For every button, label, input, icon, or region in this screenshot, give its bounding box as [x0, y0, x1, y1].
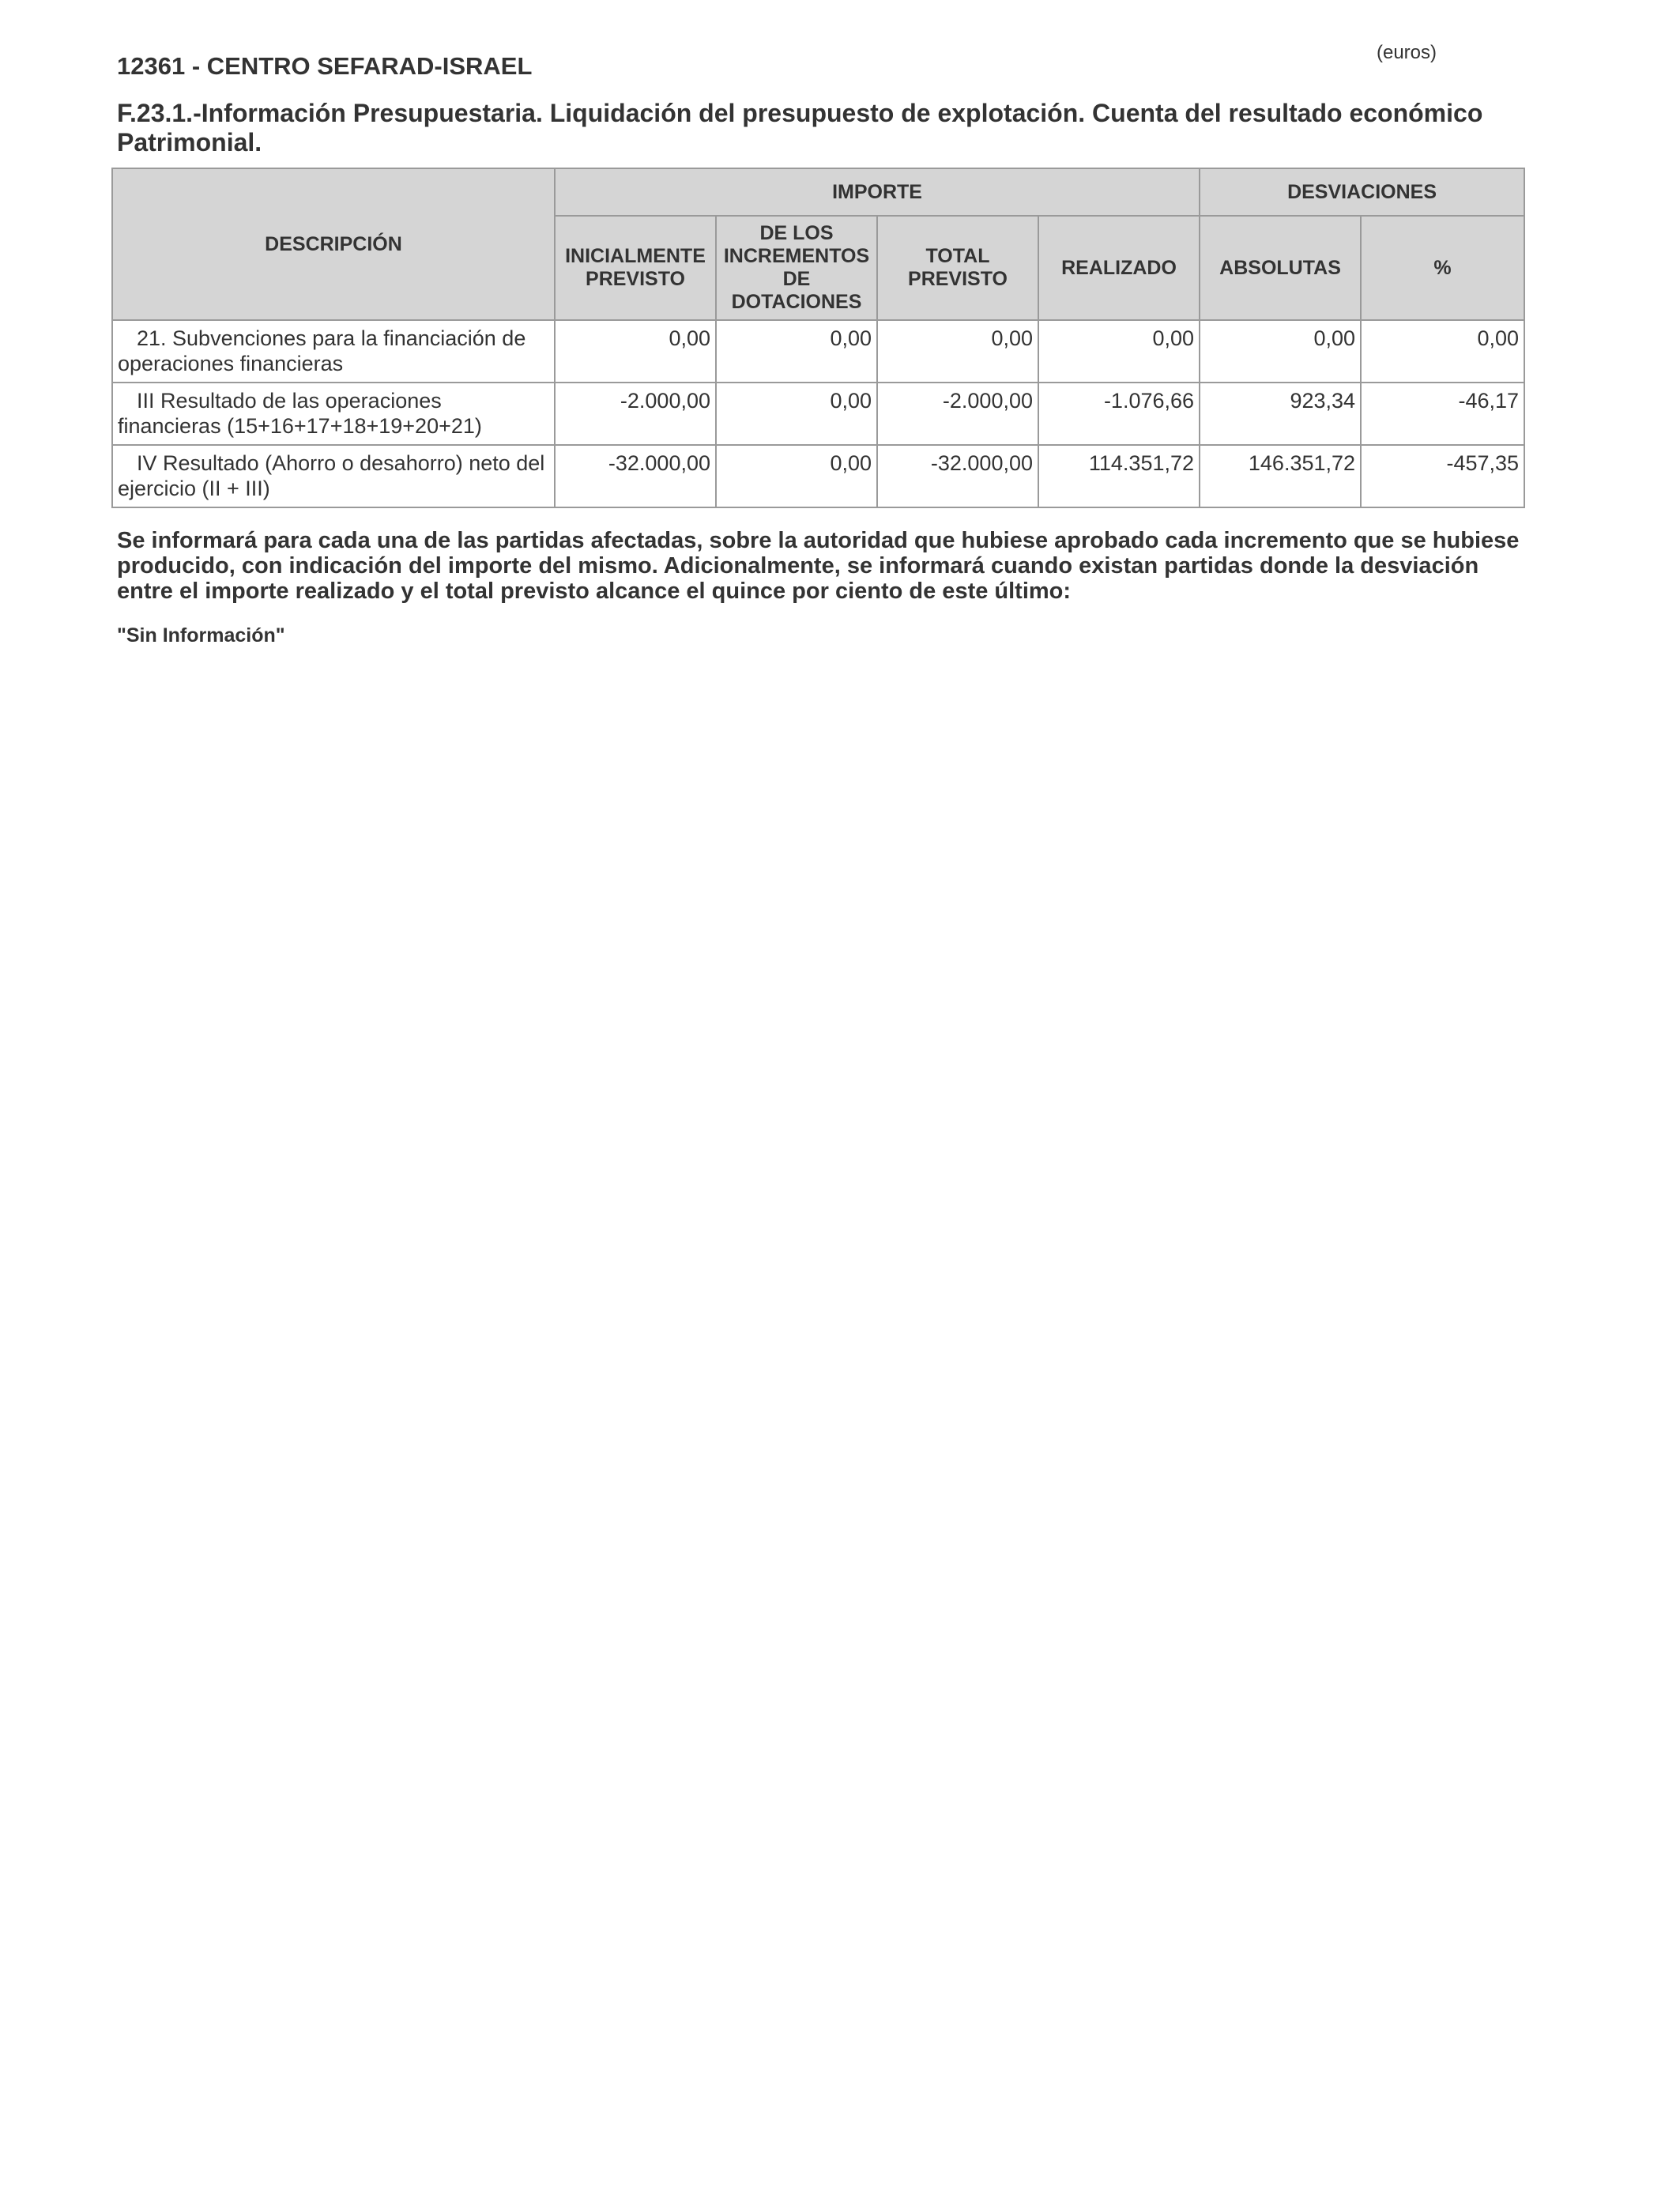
header-desviaciones: DESVIACIONES	[1200, 168, 1524, 216]
header-absolutas: ABSOLUTAS	[1200, 216, 1361, 320]
table-row	[112, 445, 1524, 507]
budget-table	[111, 168, 1525, 508]
table-row	[112, 383, 1524, 445]
header-porcentaje: %	[1361, 216, 1524, 320]
page-title: F.23.1.-Información Presupuestaria. Liquidación del presupuesto de explotación. Cuenta del resultado económico Patrimonial.	[117, 99, 1483, 156]
header-realizado: REALIZADO	[1038, 216, 1200, 320]
entity-heading: 12361 - CENTRO SEFARAD-ISRAEL	[117, 52, 533, 80]
units-label: (euros)	[1376, 42, 1437, 63]
no-information-label: "Sin Información"	[117, 624, 285, 647]
row-absolutas: 146.351,72	[1200, 445, 1361, 507]
row-porcentaje: -46,17	[1361, 383, 1524, 445]
row-absolutas: 923,34	[1200, 383, 1361, 445]
row-realizado: 0,00	[1038, 320, 1200, 383]
row-absolutas: 0,00	[1200, 320, 1361, 383]
row-incrementos: 0,00	[716, 383, 877, 445]
row-inicialmente-previsto: -2.000,00	[555, 383, 716, 445]
header-incrementos: DE LOS INCREMENTOS DE DOTACIONES	[716, 216, 877, 320]
row-total-previsto: 0,00	[877, 320, 1038, 383]
explanatory-note: Se informará para cada una de las partidas afectadas, sobre la autoridad que hubiese aprobado cada incremento que se hubiese producido, con indicación del importe del mismo. Adicionalmente, se informará cuando existan partidas donde la desviación entre el importe realizado y el total previsto alcance el quince por ciento de este último:	[117, 528, 1520, 604]
row-inicialmente-previsto: 0,00	[555, 320, 716, 383]
header-importe: IMPORTE	[555, 168, 1200, 216]
table-row	[112, 320, 1524, 383]
row-porcentaje: -457,35	[1361, 445, 1524, 507]
row-realizado: 114.351,72	[1038, 445, 1200, 507]
row-incrementos: 0,00	[716, 320, 877, 383]
row-descripcion: IV Resultado (Ahorro o desahorro) neto del ejercicio (II + III)	[112, 445, 555, 507]
row-total-previsto: -2.000,00	[877, 383, 1038, 445]
row-descripcion: 21. Subvenciones para la financiación de operaciones financieras	[112, 320, 555, 383]
header-descripcion: DESCRIPCIÓN	[112, 168, 555, 320]
header-total-previsto: TOTAL PREVISTO	[877, 216, 1038, 320]
row-total-previsto: -32.000,00	[877, 445, 1038, 507]
header-row-groups	[112, 168, 1524, 216]
header-inicialmente-previsto: INICIALMENTE PREVISTO	[555, 216, 716, 320]
row-inicialmente-previsto: -32.000,00	[555, 445, 716, 507]
row-porcentaje: 0,00	[1361, 320, 1524, 383]
row-realizado: -1.076,66	[1038, 383, 1200, 445]
row-descripcion: III Resultado de las operaciones financieras (15+16+17+18+19+20+21)	[112, 383, 555, 445]
row-incrementos: 0,00	[716, 445, 877, 507]
